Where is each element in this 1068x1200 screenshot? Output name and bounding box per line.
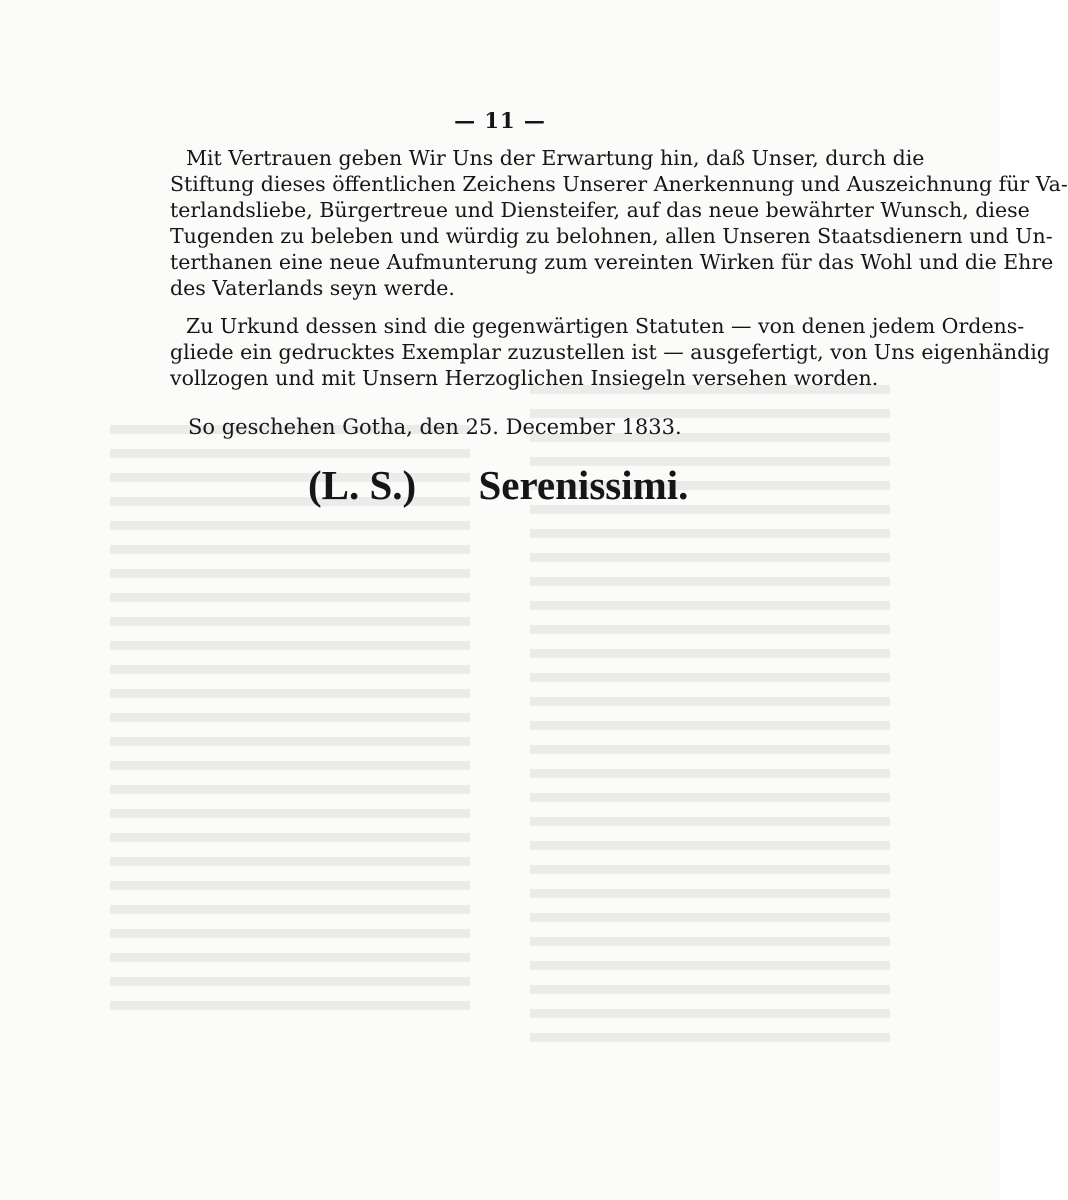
paragraph-gap bbox=[170, 301, 888, 313]
text-line: Zu Urkund dessen sind die gegenwärtigen Statuten — von denen jedem Ordens- bbox=[186, 314, 1025, 338]
text-line: Tugenden zu beleben und würdig zu belohnen, allen Unseren Staatsdienern und Un- bbox=[170, 224, 1053, 248]
paragraph-1 bbox=[170, 145, 1068, 301]
body-text bbox=[170, 145, 1068, 391]
signatory-name: Serenissimi. bbox=[478, 462, 689, 508]
bleed-column-left bbox=[110, 425, 470, 1025]
text-line: terlandsliebe, Bürgertreue und Diensteifer, auf das neue bewährter Wunsch, diese bbox=[170, 198, 1030, 222]
seal-mark: (L. S.) bbox=[308, 462, 417, 508]
paragraph-2 bbox=[170, 313, 1050, 391]
signature-block bbox=[308, 460, 688, 510]
text-line: terthanen eine neue Aufmunterung zum vereinten Wirken für das Wohl und die Ehre bbox=[170, 250, 1054, 274]
text-line: Stiftung dieses öffentlichen Zeichens Unserer Anerkennung und Auszeichnung für Va- bbox=[170, 172, 1068, 196]
text-line: Mit Vertrauen geben Wir Uns der Erwartung hin, daß Unser, durch die bbox=[186, 146, 925, 170]
date-line: So geschehen Gotha, den 25. December 1833. bbox=[188, 415, 682, 439]
text-line: gliede ein gedrucktes Exemplar zuzustellen ist — ausgefertigt, von Uns eigenhändig bbox=[170, 340, 1050, 364]
text-line: vollzogen und mit Unsern Herzoglichen Insiegeln versehen worden. bbox=[170, 366, 879, 390]
page-number: — 11 — bbox=[454, 108, 546, 133]
text-line: des Vaterlands seyn werde. bbox=[170, 276, 455, 300]
